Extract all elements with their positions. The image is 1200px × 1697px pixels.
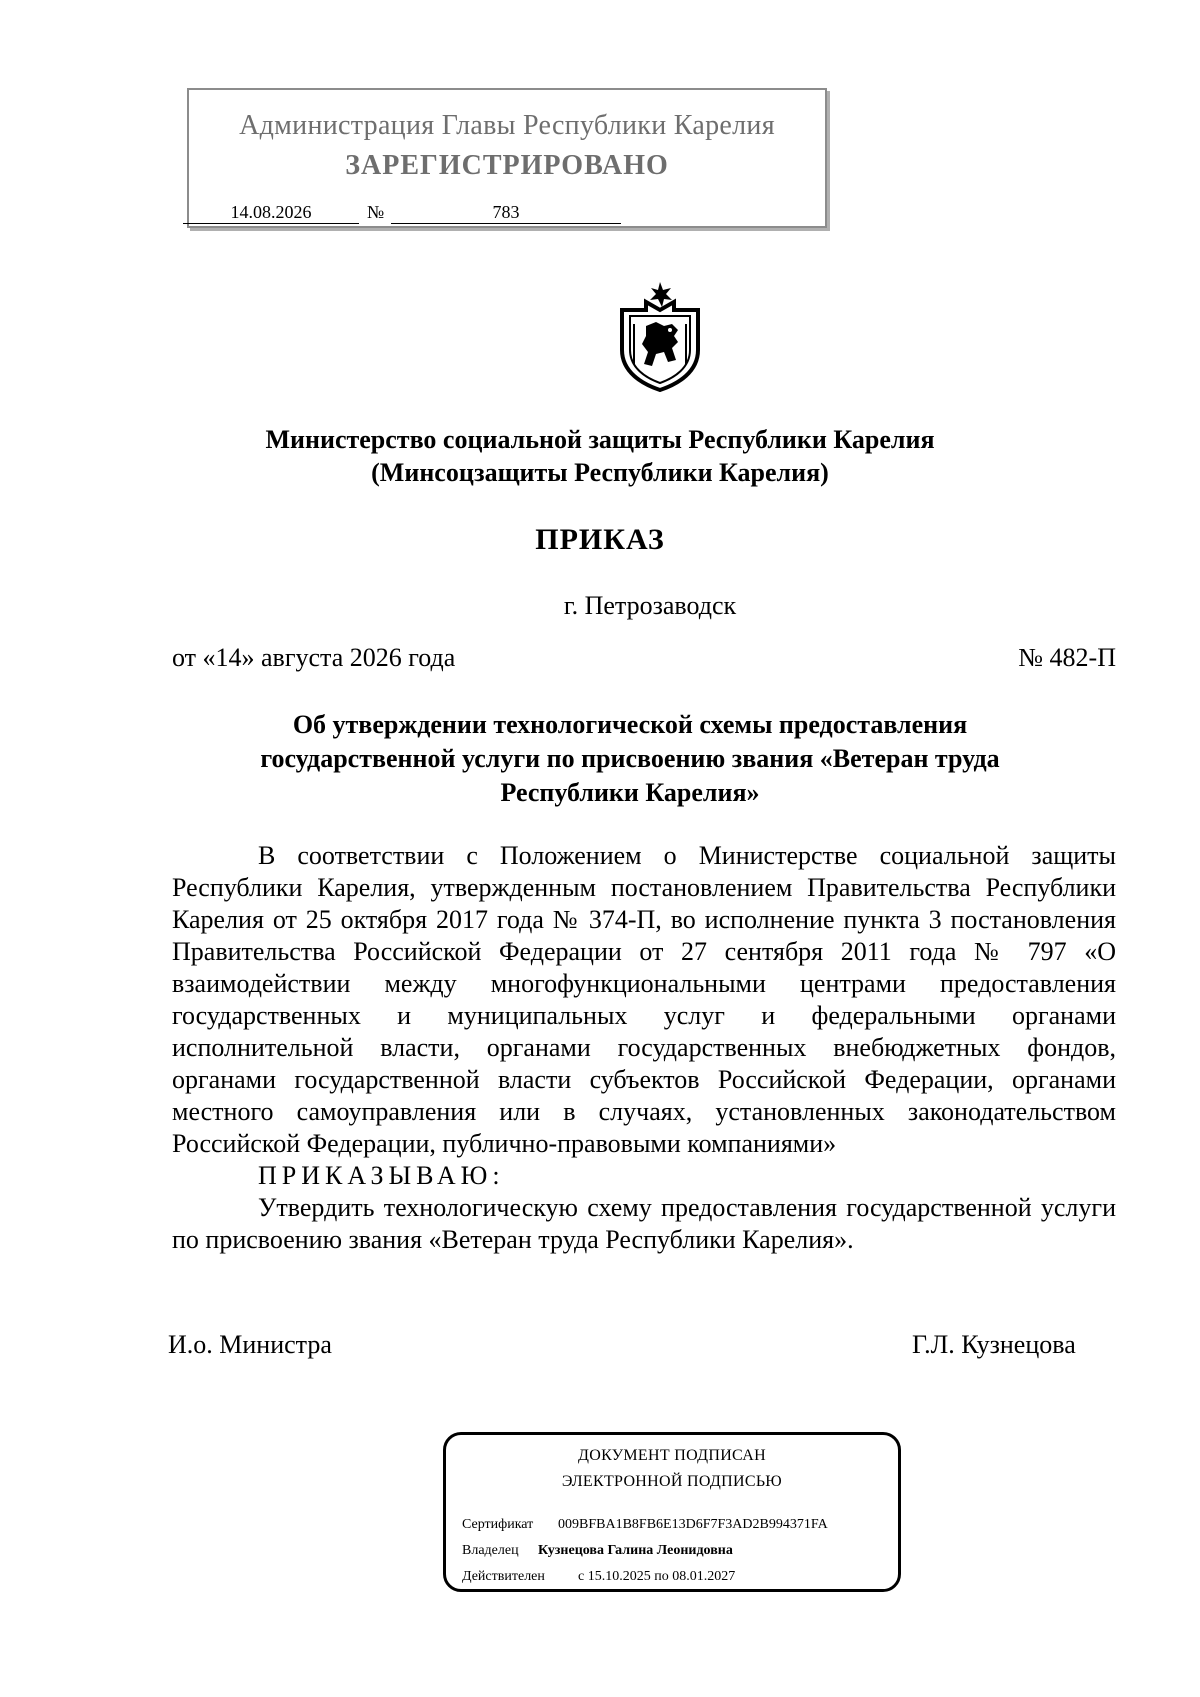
- preamble-paragraph: В соответствии с Положением о Министерстве социальной защиты Республики Карелия, утвержденным постановлением Правительства Республики Карелия от 25 октября 2017 года № 374-П, во исполнение пункта 3 постановления Правительства Российской Федерации от 27 сентября 2011 года № 797 «О взаимодействии между многофункциональными центрами предоставления государственных и муниципальных услуг и федеральными органами исполнительной власти, органами государственных внебюджетных фондов, органами государственной власти субъектов Российской Федерации, органами местного самоуправления или в случаях, установленных законодательством Российской Федерации, публично-правовыми компаниями»: [172, 841, 1116, 1158]
- order-body: [172, 840, 1116, 1256]
- registration-stamp-authority: Администрация Главы Республики Карелия: [239, 110, 775, 141]
- registration-number: 783: [391, 201, 621, 224]
- esig-title-line2: ЭЛЕКТРОННОЙ ПОДПИСЬЮ: [561, 1473, 783, 1490]
- order-date: от «14» августа 2026 года: [172, 643, 456, 672]
- esig-validity-row: [462, 1569, 735, 1585]
- order-subject: Об утверждении технологической схемы предоставления государственной услуги по присвоению звания «Ветеран труда Республики Карелия»: [260, 710, 1000, 807]
- esig-owner: Кузнецова Галина Леонидовна: [538, 1543, 733, 1558]
- registration-number-label: №: [367, 202, 385, 222]
- esig-owner-row: [462, 1543, 733, 1559]
- esig-validity-label: Действителен: [462, 1569, 545, 1584]
- karelia-coat-of-arms-icon: [612, 280, 708, 392]
- esig-certificate-row: [462, 1517, 828, 1533]
- decision-paragraph: Утвердить технологическую схему предоставления государственной услуги по присвоению звания «Ветеран труда Республики Карелия».: [172, 1193, 1116, 1254]
- city: г. Петрозаводск: [563, 591, 737, 620]
- ministry-name: Министерство социальной защиты Республики Карелия: [265, 425, 935, 454]
- signatory-name: Г.Л. Кузнецова: [912, 1330, 1076, 1359]
- esig-certificate-label: Сертификат: [462, 1517, 534, 1532]
- order-number: № 482-П: [1018, 643, 1116, 672]
- esig-certificate: 009BFBA1B8FB6E13D6F7F3AD2B994371FA: [558, 1517, 828, 1532]
- registration-date: 14.08.2026: [183, 201, 359, 224]
- ministry-short-name: (Минсоцзащиты Республики Карелия): [371, 458, 829, 487]
- signatory-position: И.о. Министра: [168, 1330, 332, 1359]
- electronic-signature-stamp: [443, 1432, 901, 1592]
- esig-title-line1: ДОКУМЕНТ ПОДПИСАН: [578, 1447, 766, 1464]
- order-verb: ПРИКАЗЫВАЮ:: [258, 1161, 505, 1190]
- esig-validity: с 15.10.2025 по 08.01.2027: [578, 1569, 736, 1584]
- document-type: ПРИКАЗ: [535, 523, 665, 556]
- registration-stamp-status: ЗАРЕГИСТРИРОВАНО: [345, 150, 669, 181]
- registration-stamp: [187, 88, 827, 228]
- esig-owner-label: Владелец: [462, 1543, 519, 1558]
